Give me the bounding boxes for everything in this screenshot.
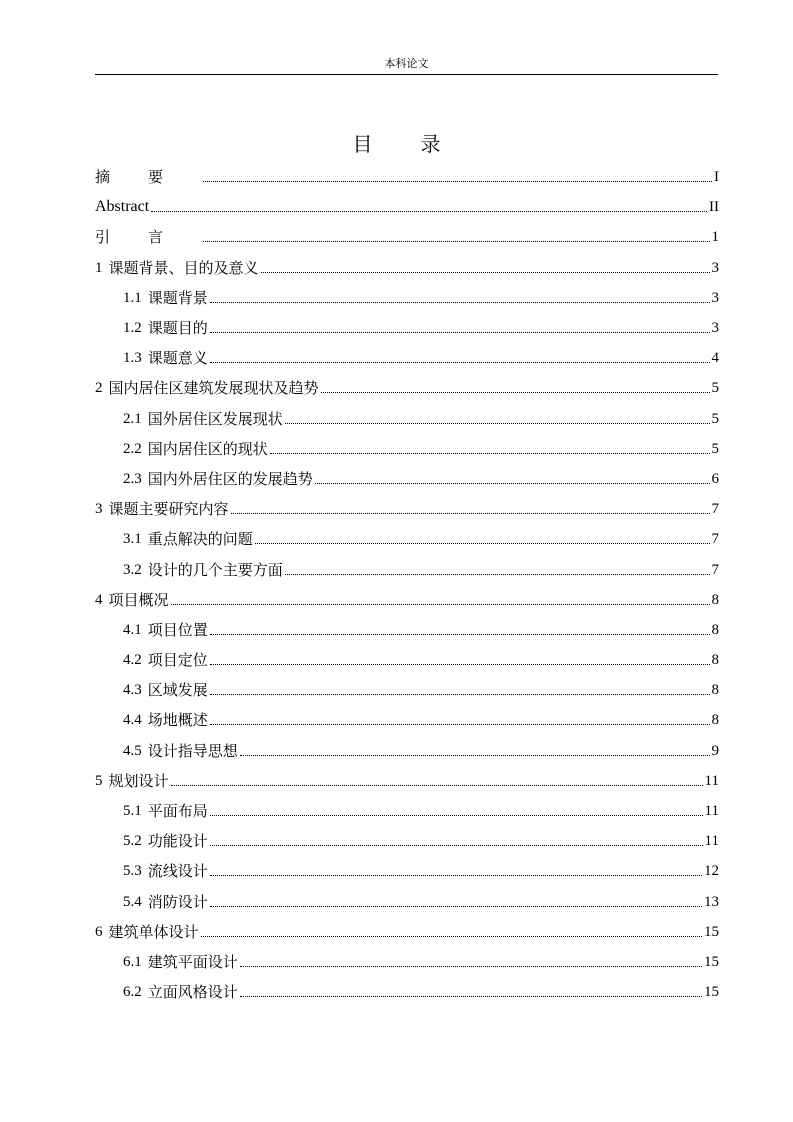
toc-entry[interactable] bbox=[95, 796, 719, 826]
toc-entry-number: 4.4 bbox=[123, 712, 142, 729]
toc-entry-label: 国内居住区的现状 bbox=[147, 439, 268, 458]
toc-entry-label: 项目位置 bbox=[147, 620, 208, 639]
toc-entry[interactable] bbox=[95, 343, 719, 373]
toc-entry-page: 3 bbox=[711, 259, 719, 276]
toc-entry-number: 1.1 bbox=[123, 289, 142, 306]
toc-entry[interactable] bbox=[95, 977, 719, 1007]
toc-entry-number: 4.1 bbox=[123, 621, 142, 638]
toc-entry-page: 9 bbox=[711, 742, 719, 759]
toc-entry[interactable] bbox=[95, 615, 719, 645]
toc-entry[interactable] bbox=[95, 373, 719, 403]
toc-entry-label: 区域发展 bbox=[147, 681, 208, 700]
toc-entry[interactable] bbox=[95, 705, 719, 735]
toc-entry-number: 4.3 bbox=[123, 682, 142, 699]
toc-title: 目录 bbox=[352, 132, 489, 156]
toc-entry-number: 3.1 bbox=[123, 531, 142, 548]
header-text: 本科论文 bbox=[384, 57, 429, 70]
toc-entry[interactable] bbox=[95, 313, 719, 343]
toc-entry[interactable] bbox=[95, 947, 719, 977]
toc-entry[interactable] bbox=[95, 554, 719, 584]
toc-entry-label: 建筑平面设计 bbox=[147, 952, 238, 971]
toc-dot-leader bbox=[203, 180, 712, 182]
toc-entry-number: 3.2 bbox=[123, 561, 142, 578]
toc-entry-page: II bbox=[709, 199, 719, 216]
toc-entry[interactable] bbox=[95, 404, 719, 434]
toc-entry-page: 3 bbox=[711, 289, 719, 306]
toc-dot-leader bbox=[210, 814, 703, 816]
toc-entry-number: 6.2 bbox=[123, 984, 142, 1001]
toc-entry-page: 15 bbox=[704, 953, 719, 970]
toc-entry-page: 8 bbox=[711, 621, 719, 638]
toc-entry-label: 功能设计 bbox=[147, 832, 208, 851]
toc-entry-label: Abstract bbox=[95, 198, 150, 216]
toc-entry-number: 2 bbox=[95, 380, 103, 397]
toc-entry[interactable] bbox=[95, 917, 719, 947]
toc-entry[interactable] bbox=[95, 222, 719, 252]
toc-entry[interactable] bbox=[95, 826, 719, 856]
toc-entry-page: 6 bbox=[711, 470, 719, 487]
toc-dot-leader bbox=[270, 452, 710, 454]
toc-entry-page: 12 bbox=[704, 863, 719, 880]
toc-entry-number: 1.3 bbox=[123, 350, 142, 367]
toc-entry-number: 5.2 bbox=[123, 833, 142, 850]
toc-entry-page: 11 bbox=[704, 772, 719, 789]
toc-entry-label: 课题目的 bbox=[147, 319, 208, 338]
toc-entry-page: 13 bbox=[704, 893, 719, 910]
page-header bbox=[95, 52, 718, 75]
toc-entry[interactable] bbox=[95, 162, 719, 192]
toc-entry-label: 课题主要研究内容 bbox=[108, 500, 229, 519]
toc-dot-leader bbox=[151, 210, 707, 212]
toc-entry-label: 场地概述 bbox=[147, 711, 208, 730]
toc-entry[interactable] bbox=[95, 464, 719, 494]
toc-entry-page: 4 bbox=[711, 350, 719, 367]
toc-entry-number: 5.4 bbox=[123, 893, 142, 910]
toc-dot-leader bbox=[240, 965, 702, 967]
toc-entry-label: 国内外居住区的发展趋势 bbox=[147, 469, 313, 488]
toc-dot-leader bbox=[210, 723, 710, 725]
toc-entry-page: 7 bbox=[711, 501, 719, 518]
toc-entry-number: 5 bbox=[95, 772, 103, 789]
toc-entry[interactable] bbox=[95, 283, 719, 313]
toc-entry-page: 8 bbox=[711, 652, 719, 669]
toc-dot-leader bbox=[210, 633, 710, 635]
toc-dot-leader bbox=[210, 663, 710, 665]
toc-dot-leader bbox=[261, 271, 710, 273]
toc-entry-number: 2.2 bbox=[123, 440, 142, 457]
toc-entry-page: 11 bbox=[704, 803, 719, 820]
toc-entry-number: 1.2 bbox=[123, 320, 142, 337]
toc-entry-label: 引言 bbox=[95, 228, 202, 247]
toc-dot-leader bbox=[321, 391, 710, 393]
toc-entry-page: 8 bbox=[711, 591, 719, 608]
toc-entry-page: 8 bbox=[711, 712, 719, 729]
toc-entry-number: 4 bbox=[95, 591, 103, 608]
toc-entry[interactable] bbox=[95, 856, 719, 886]
toc-entry-label: 摘要 bbox=[95, 168, 202, 187]
toc-entry-number: 4.2 bbox=[123, 652, 142, 669]
toc-list bbox=[95, 162, 719, 1007]
toc-dot-leader bbox=[255, 542, 710, 544]
toc-entry-label: 课题意义 bbox=[147, 349, 208, 368]
toc-entry[interactable] bbox=[95, 645, 719, 675]
toc-entry-label: 国外居住区发展现状 bbox=[147, 409, 283, 428]
toc-dot-leader bbox=[210, 361, 710, 363]
toc-entry-number: 6 bbox=[95, 923, 103, 940]
toc-entry-page: 3 bbox=[711, 320, 719, 337]
toc-dot-leader bbox=[210, 693, 710, 695]
toc-entry-page: 7 bbox=[711, 531, 719, 548]
toc-entry-label: 流线设计 bbox=[147, 862, 208, 881]
toc-entry-label: 课题背景、目的及意义 bbox=[108, 258, 259, 277]
toc-entry-page: 15 bbox=[704, 984, 719, 1001]
toc-entry-page: 1 bbox=[711, 229, 719, 246]
toc-entry[interactable] bbox=[95, 494, 719, 524]
toc-entry[interactable] bbox=[95, 766, 719, 796]
toc-dot-leader bbox=[171, 784, 703, 786]
toc-entry-page: 8 bbox=[711, 682, 719, 699]
toc-entry[interactable] bbox=[95, 887, 719, 917]
toc-dot-leader bbox=[210, 301, 710, 303]
toc-dot-leader bbox=[210, 905, 702, 907]
toc-entry-page: 5 bbox=[711, 410, 719, 427]
toc-entry-number: 1 bbox=[95, 259, 103, 276]
toc-entry-label: 规划设计 bbox=[108, 771, 169, 790]
toc-entry-label: 平面布局 bbox=[147, 802, 208, 821]
toc-entry-page: 7 bbox=[711, 561, 719, 578]
toc-dot-leader bbox=[231, 512, 710, 514]
toc-dot-leader bbox=[240, 754, 710, 756]
toc-dot-leader bbox=[315, 482, 710, 484]
toc-entry-label: 消防设计 bbox=[147, 892, 208, 911]
toc-dot-leader bbox=[240, 995, 702, 997]
toc-dot-leader bbox=[201, 935, 702, 937]
toc-dot-leader bbox=[285, 422, 710, 424]
toc-dot-leader bbox=[171, 603, 710, 605]
toc-entry-label: 重点解决的问题 bbox=[147, 530, 253, 549]
toc-entry[interactable] bbox=[95, 253, 719, 283]
toc-entry-number: 2.1 bbox=[123, 410, 142, 427]
toc-entry-number: 5.1 bbox=[123, 803, 142, 820]
toc-entry[interactable] bbox=[95, 675, 719, 705]
toc-entry-number: 3 bbox=[95, 501, 103, 518]
toc-dot-leader bbox=[210, 874, 702, 876]
toc-entry-number: 2.3 bbox=[123, 470, 142, 487]
toc-dot-leader bbox=[203, 240, 709, 242]
toc-entry-number: 6.1 bbox=[123, 953, 142, 970]
toc-entry-label: 设计的几个主要方面 bbox=[147, 560, 283, 579]
toc-entry-label: 设计指导思想 bbox=[147, 741, 238, 760]
toc-entry-number: 4.5 bbox=[123, 742, 142, 759]
toc-entry[interactable] bbox=[95, 585, 719, 615]
toc-entry-label: 项目定位 bbox=[147, 651, 208, 670]
toc-entry-label: 立面风格设计 bbox=[147, 983, 238, 1002]
toc-dot-leader bbox=[210, 331, 710, 333]
toc-entry-label: 建筑单体设计 bbox=[108, 922, 199, 941]
toc-entry-page: 5 bbox=[711, 440, 719, 457]
toc-entry[interactable] bbox=[95, 524, 719, 554]
toc-entry-label: 项目概况 bbox=[108, 590, 169, 609]
toc-entry[interactable] bbox=[95, 434, 719, 464]
toc-entry[interactable] bbox=[95, 736, 719, 766]
toc-entry-page: 5 bbox=[711, 380, 719, 397]
toc-dot-leader bbox=[210, 844, 703, 846]
toc-entry[interactable] bbox=[95, 192, 719, 222]
toc-entry-label: 国内居住区建筑发展现状及趋势 bbox=[108, 379, 319, 398]
toc-entry-number: 5.3 bbox=[123, 863, 142, 880]
toc-dot-leader bbox=[285, 573, 710, 575]
toc-entry-page: 15 bbox=[704, 923, 719, 940]
toc-entry-page: I bbox=[714, 169, 719, 186]
toc-entry-page: 11 bbox=[704, 833, 719, 850]
toc-entry-label: 课题背景 bbox=[147, 288, 208, 307]
